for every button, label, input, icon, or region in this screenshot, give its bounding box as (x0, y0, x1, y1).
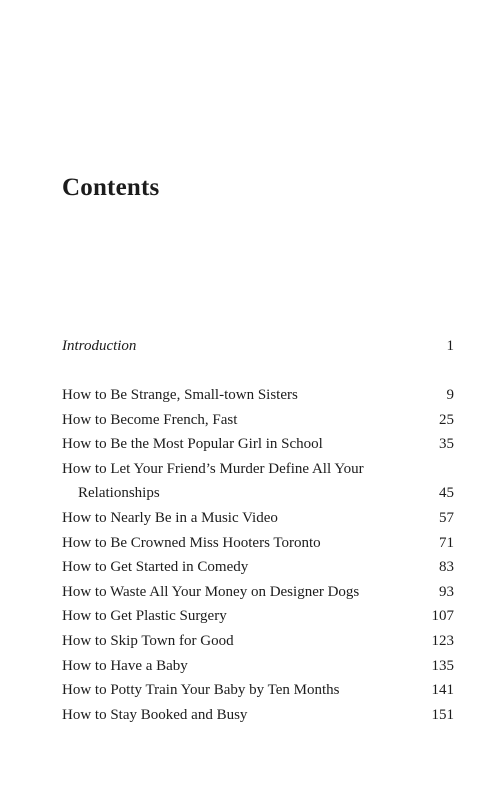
toc-entry (62, 654, 454, 679)
table-of-contents (62, 333, 454, 727)
toc-entry-title: How to Become French, Fast (62, 411, 238, 428)
toc-entry-title: How to Be Strange, Small-town Sisters (62, 387, 298, 403)
toc-entry (62, 457, 454, 506)
toc-entry (62, 629, 454, 654)
toc-entry (62, 703, 454, 728)
toc-entry-title: How to Waste All Your Money on Designer Dogs (62, 583, 360, 600)
toc-entry-title: How to Be the Most Popular Girl in School (62, 436, 323, 453)
toc-entry-title: How to Potty Train Your Baby by Ten Months (62, 682, 340, 699)
toc-entry (62, 383, 454, 408)
toc-entry-title: How to Get Started in Comedy (62, 559, 249, 576)
toc-entry-page: 25 (439, 411, 454, 428)
toc-entry-page: 57 (439, 509, 454, 526)
toc-entry (62, 531, 454, 556)
toc-entry (62, 555, 454, 580)
toc-entry-page: 93 (439, 583, 454, 600)
toc-entry-title: How to Have a Baby (62, 657, 188, 674)
toc-entry (62, 678, 454, 703)
toc-entry-title: How to Get Plastic Surgery (62, 608, 227, 625)
toc-entry-page: 9 (446, 387, 454, 403)
page-title: Contents (62, 174, 160, 201)
toc-entry-page: 151 (431, 706, 454, 723)
toc-entry-page: 83 (439, 559, 454, 576)
toc-entry-page: 35 (439, 436, 454, 453)
toc-entry-title: How to Let Your Friend’s Murder Define All Your (62, 460, 364, 477)
toc-entry (62, 580, 454, 605)
toc-entry (62, 506, 454, 531)
toc-entry-title-continued: Relationships (78, 485, 160, 502)
toc-entry-introduction (62, 333, 454, 359)
toc-entry-page: 1 (446, 338, 454, 354)
toc-entry-title: How to Be Crowned Miss Hooters Toronto (62, 534, 321, 551)
toc-entry (62, 408, 454, 433)
toc-entry-title: How to Skip Town for Good (62, 632, 234, 649)
toc-entry-title: Introduction (62, 338, 137, 354)
toc-entry (62, 604, 454, 629)
toc-entry-page: 123 (431, 632, 454, 649)
toc-entry-page: 141 (431, 682, 454, 699)
toc-entry-page: 107 (431, 608, 454, 625)
toc-entry-title: How to Nearly Be in a Music Video (62, 509, 278, 526)
toc-entry (62, 432, 454, 457)
toc-entry-title: How to Stay Booked and Busy (62, 706, 248, 723)
toc-entry-page: 71 (439, 534, 454, 551)
toc-entry-page: 45 (439, 485, 454, 502)
toc-entry-page: 135 (431, 657, 454, 674)
toc-entry-title-wrap (62, 457, 454, 506)
